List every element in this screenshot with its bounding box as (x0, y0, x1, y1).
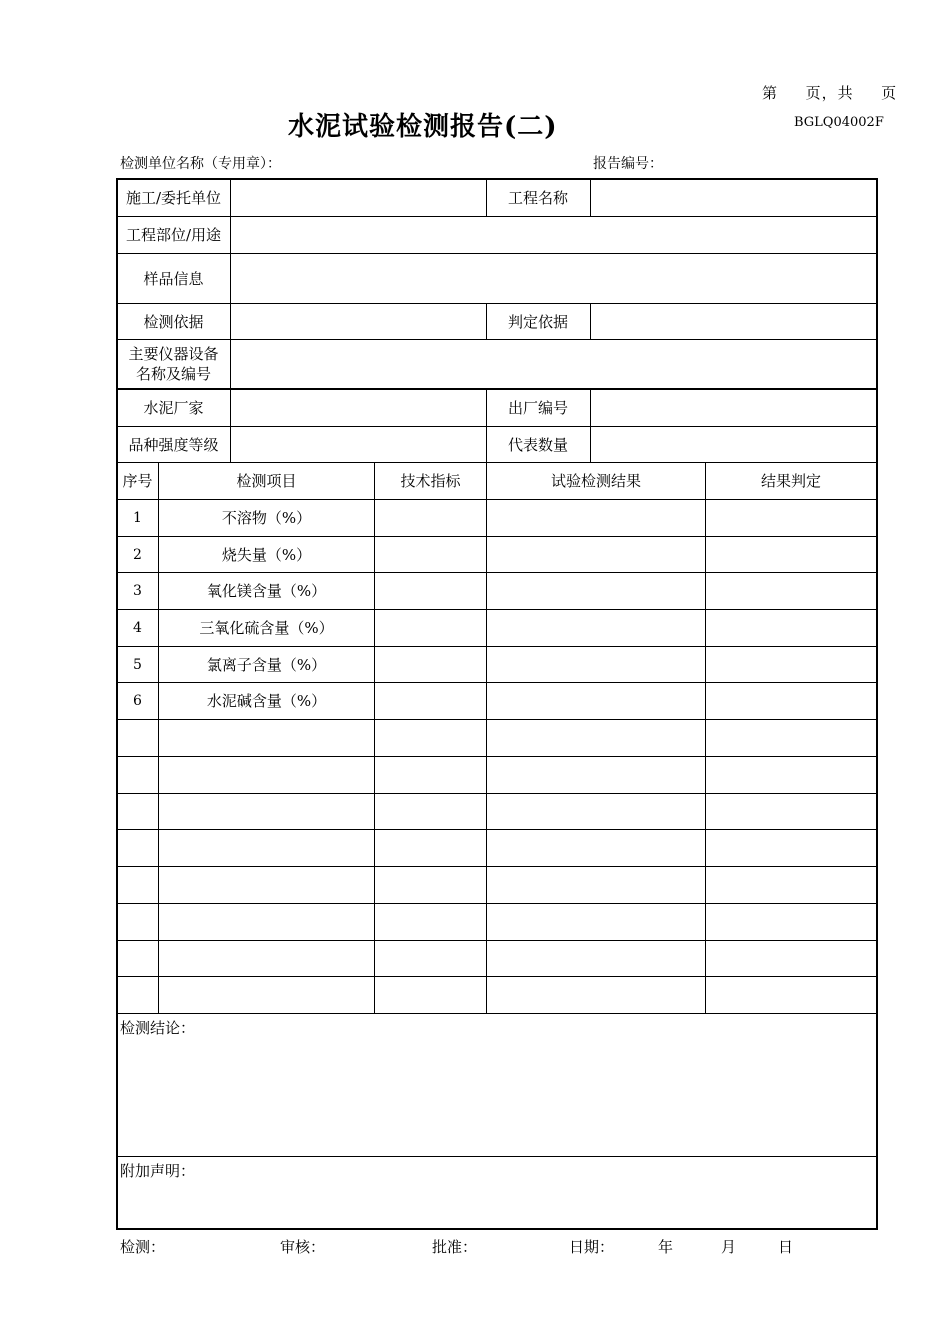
date-label: 日期： (569, 1238, 615, 1256)
date-month: 月 (721, 1238, 737, 1256)
judge-basis-label: 判定依据 (507, 312, 568, 331)
row-no: 6 (133, 693, 142, 709)
factory-no-label: 出厂编号 (507, 398, 568, 417)
client-label: 施工/委托单位 (125, 189, 222, 207)
reviewer-label: 审核： (280, 1238, 326, 1256)
row-no: 5 (133, 656, 142, 673)
equipment-label (117, 340, 230, 388)
row-item: 烧失量（%） (221, 545, 312, 564)
conclusion-label: 检测结论： (120, 1019, 196, 1037)
row-no: 4 (133, 620, 142, 636)
grade-label: 品种强度等级 (128, 435, 219, 454)
row-no: 2 (133, 546, 142, 563)
approver-label: 批准： (432, 1238, 478, 1256)
project-name-label: 工程名称 (507, 189, 568, 207)
factory-no-field[interactable] (591, 389, 876, 426)
col-header-no: 序号 (122, 472, 153, 490)
statement-section[interactable] (117, 1157, 876, 1229)
page-info-ye: 页 (881, 84, 898, 102)
project-name-field[interactable] (591, 180, 876, 216)
quantity-field[interactable] (591, 427, 876, 462)
date-day: 日 (778, 1238, 794, 1256)
sample-info-field[interactable] (231, 254, 876, 303)
test-basis-field[interactable] (231, 304, 486, 339)
client-field[interactable] (231, 180, 486, 216)
form-code: BGLQ04002F (794, 115, 884, 130)
row-item: 氧化镁含量（%） (206, 582, 327, 600)
row-no: 3 (133, 583, 142, 599)
report-title: 水泥试验检测报告(二) (288, 112, 558, 142)
report-number-label: 报告编号： (593, 156, 663, 172)
row-item: 氯离子含量（%） (206, 655, 327, 674)
page-info-ye-gong: 页，共 (805, 84, 854, 102)
statement-label: 附加声明： (120, 1162, 196, 1180)
equipment-label-line1: 主要仪器设备 (128, 345, 219, 363)
col-header-result: 试验检测结果 (550, 472, 641, 490)
row-item: 水泥碱含量（%） (206, 692, 327, 710)
project-part-field[interactable] (231, 217, 876, 253)
cement-maker-field[interactable] (231, 389, 486, 426)
page-number-info (762, 82, 897, 103)
col-header-item: 检测项目 (236, 472, 297, 490)
conclusion-section[interactable] (117, 1014, 876, 1156)
sample-info-label: 样品信息 (143, 269, 204, 288)
row-item: 三氧化硫含量（%） (199, 619, 334, 637)
grade-field[interactable] (231, 427, 486, 462)
page-info-di: 第 (762, 84, 779, 102)
col-header-judgement: 结果判定 (760, 472, 821, 490)
tester-label: 检测： (120, 1238, 166, 1256)
equipment-field[interactable] (231, 340, 876, 388)
testing-unit-label: 检测单位名称（专用章）： (120, 156, 281, 172)
row-no: 1 (133, 510, 142, 526)
project-part-label: 工程部位/用途 (125, 226, 222, 244)
col-header-spec: 技术指标 (400, 472, 461, 490)
equipment-label-line2: 名称及编号 (135, 365, 211, 383)
test-basis-label: 检测依据 (143, 312, 204, 331)
date-year: 年 (658, 1238, 674, 1256)
judge-basis-field[interactable] (591, 304, 876, 339)
row-item: 不溶物（%） (221, 509, 312, 527)
quantity-label: 代表数量 (507, 435, 568, 454)
cement-maker-label: 水泥厂家 (143, 398, 204, 417)
